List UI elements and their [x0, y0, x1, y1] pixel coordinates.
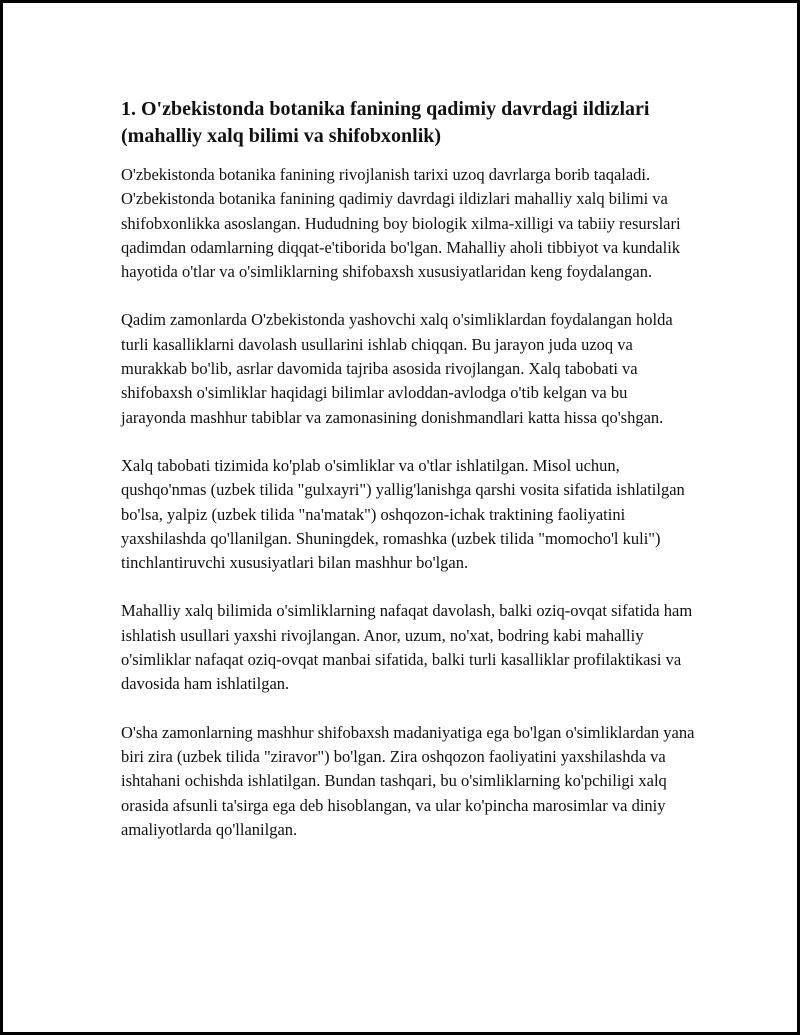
- paragraph-1: O'zbekistonda botanika fanining rivojlanish tarixi uzoq davrlarga borib taqaladi. O'zbekistonda botanika fanining qadimiy davrdagi ildizlari mahalliy xalq bilimi va shifobxonlikka asoslangan. Hududning boy biologik xilma-xilligi va tabiiy resurslari qadimdan odamlarning diqqat-e'tiborida bo'lgan. Mahalliy aholi tibbiyot va kundalik hayotida o'tlar va o'simliklarning shifobaxsh xususiyatlaridan keng foydalangan.: [121, 165, 681, 282]
- paragraph-4: Mahalliy xalq bilimida o'simliklarning nafaqat davolash, balki oziq-ovqat sifatida ham ishlatish usullari yaxshi rivojlangan. Anor, uzum, no'xat, bodring kabi mahalliy o'simliklar nafaqat oziq-ovqat manbai sifatida, balki turli kasalliklar profilaktikasi va davosida ham ishlatilgan.: [121, 601, 693, 694]
- paragraph-3: Xalq tabobati tizimida ko'plab o'simliklar va o'tlar ishlatilgan. Misol uchun, qushqo'nmas (uzbek tilida "gulxayri") yallig'lanishga qarshi vosita sifatida ishlatilgan bo'lsa, yalpiz (uzbek tilida "na'matak") oshqozon-ichak traktining faoliyatini yaxshilashda qo'llanilgan. Shuningdek, romashka (uzbek tilida "momocho'l kuli") tinchlantiruvchi xususiyatlari bilan mashhur bo'lgan.: [121, 455, 685, 573]
- paragraph-2: Qadim zamonlarda O'zbekistonda yashovchi xalq o'simliklardan foydalangan holda turli kasalliklarni davolash usullarini ishlab chiqqan. Bu jarayon juda uzoq va murakkab bo'lib, asrlar davomida tajriba asosida rivojlangan. Xalq tabobati va shifobaxsh o'simliklar haqidagi bilimlar avloddan-avlodga o'tib kelgan va bu jarayonda mashhur tabiblar va zamonasining donishmandlari katta hissa qo'shgan.: [121, 310, 673, 427]
- paragraph-5: O'sha zamonlarning mashhur shifobaxsh madaniyatiga ega bo'lgan o'simliklardan yana biri zira (uzbek tilida "ziravor") bo'lgan. Zira oshqozon faoliyatini yaxshilashda va ishtahani ochishda ishlatilgan. Bundan tashqari, bu o'simliklarning ko'pchiligi xalq orasida afsunli ta'sirga ega deb hisoblangan, va ular ko'pincha marosimlar va diniy amaliyotlarda qo'llanilgan.: [121, 722, 695, 839]
- section-heading: 1. O'zbekistonda botanika fanining qadimiy davrdagi ildizlari (mahalliy xalq bilimi va shifobxonlik): [121, 98, 650, 147]
- document-body: [121, 96, 696, 866]
